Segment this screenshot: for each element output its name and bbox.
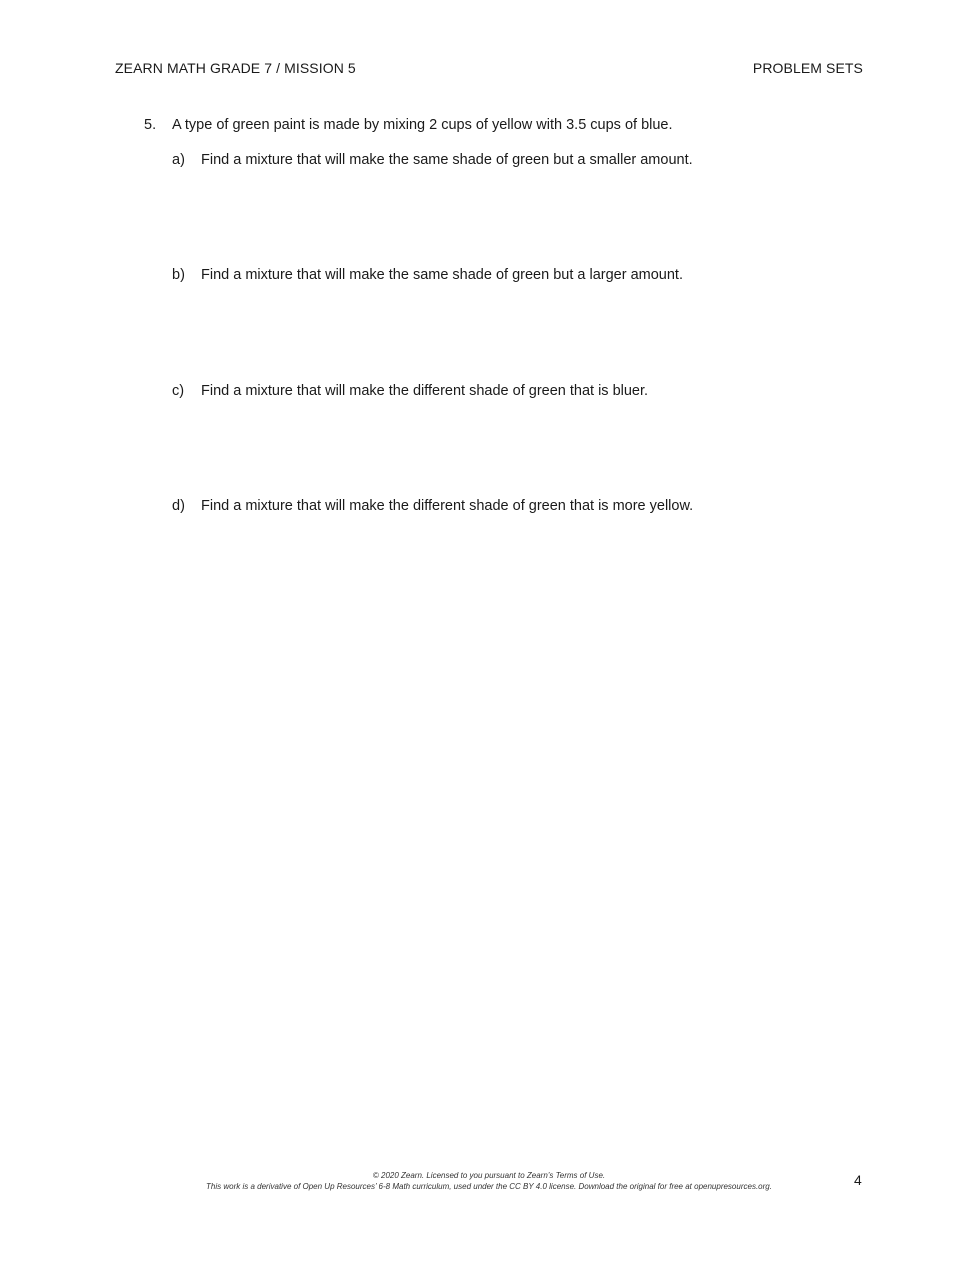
part-text: Find a mixture that will make the same shade of green but a larger amount. (201, 267, 683, 283)
part-letter: b) (172, 267, 185, 283)
header-section-title: PROBLEM SETS (752, 60, 863, 76)
part-text: Find a mixture that will make the same shade of green but a smaller amount. (201, 152, 693, 168)
part-text: Find a mixture that will make the different shade of green that is bluer. (201, 383, 649, 399)
page-number: 4 (854, 1172, 862, 1188)
part-letter: a) (172, 152, 185, 168)
part-letter: c) (172, 383, 185, 399)
footer-copyright: © 2020 Zearn. Licensed to you pursuant to Zearn’s Terms of Use. (372, 1171, 606, 1180)
problem-part-c (172, 383, 648, 399)
part-letter: d) (172, 498, 185, 514)
problem-text: A type of green paint is made by mixing 2 cups of yellow with 3.5 cups of blue. (172, 117, 673, 133)
header-course-title: ZEARN MATH GRADE 7 / MISSION 5 (115, 60, 356, 76)
problem-part-b (172, 267, 683, 283)
problem-number: 5. (144, 117, 157, 133)
problem-part-a (172, 152, 693, 168)
footer-attribution: This work is a derivative of Open Up Resources’ 6-8 Math curriculum, used under the CC BY 4.0 license. Download the original for free at openupresources.org. (206, 1182, 772, 1191)
part-text: Find a mixture that will make the different shade of green that is more yellow. (201, 498, 694, 514)
problem-part-d (172, 498, 693, 514)
problem-statement (144, 117, 673, 133)
footer-license (120, 1170, 858, 1192)
